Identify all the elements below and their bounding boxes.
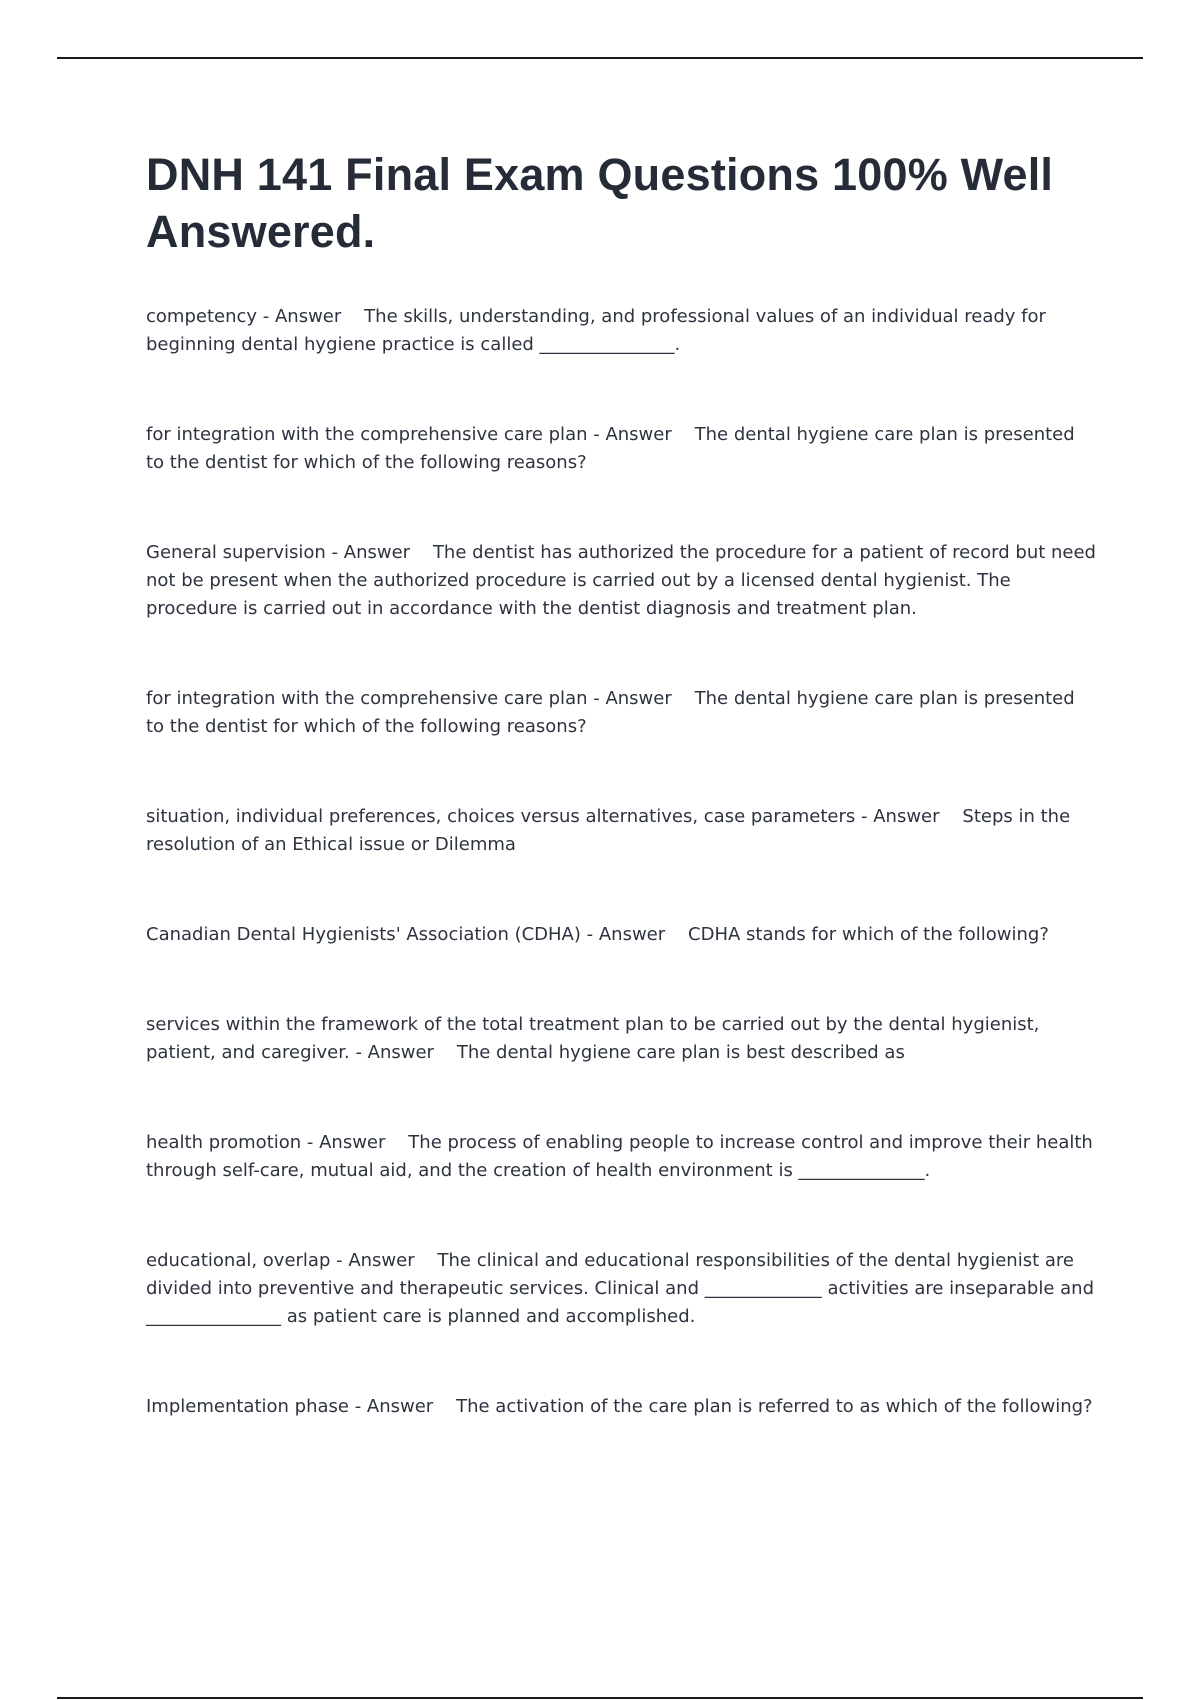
qa-item	[146, 303, 1096, 359]
qa-separator: - Answer	[325, 542, 433, 563]
qa-separator: - Answer	[348, 1396, 457, 1417]
qa-item	[146, 1011, 1096, 1067]
qa-question: The clinical and educational responsibilities of the dental hygienist are divided into preventive and therapeutic services. Clinical and _____________ activities are inseparable and _______________ as patient care is planned and accomplished.	[146, 1250, 1094, 1327]
bottom-rule	[57, 1697, 1143, 1699]
qa-question: Steps in the resolution of an Ethical issue or Dilemma	[146, 806, 1071, 855]
qa-answer: situation, individual preferences, choices versus alternatives, case parameters	[146, 806, 856, 827]
document-page	[146, 146, 1096, 1417]
qa-answer: for integration with the comprehensive care plan	[146, 688, 588, 709]
qa-item	[146, 1393, 1096, 1421]
qa-question: The dental hygiene care plan is best described as	[456, 1042, 905, 1063]
qa-question: The dental hygiene care plan is presented to the dentist for which of the following reasons?	[146, 688, 1075, 737]
qa-list	[146, 303, 1096, 1421]
qa-question: The dental hygiene care plan is presented to the dentist for which of the following reasons?	[146, 424, 1075, 473]
qa-item	[146, 421, 1096, 477]
qa-separator: - Answer	[587, 424, 695, 445]
qa-separator: - Answer	[330, 1250, 438, 1271]
qa-item	[146, 1247, 1096, 1331]
qa-item	[146, 921, 1096, 949]
qa-item	[146, 685, 1096, 741]
qa-separator: - Answer	[301, 1132, 409, 1153]
qa-question: The dentist has authorized the procedure for a patient of record but need not be present when the authorized procedure is carried out by a licensed dental hygienist. The procedure is carried out in accordance with the dentist diagnosis and treatment plan.	[146, 542, 1096, 619]
document-title: DNH 141 Final Exam Questions 100% Well Answered.	[146, 149, 1054, 257]
qa-answer: Implementation phase	[146, 1396, 349, 1417]
qa-question: The process of enabling people to increase control and improve their health through self-care, mutual aid, and the creation of health environment is ______________.	[146, 1132, 1093, 1181]
qa-answer: Canadian Dental Hygienists' Association (CDHA)	[146, 924, 581, 945]
qa-separator: - Answer	[257, 306, 365, 327]
qa-separator: - Answer	[349, 1042, 457, 1063]
qa-question: The activation of the care plan is referred to as which of the following?	[456, 1396, 1093, 1417]
qa-item	[146, 803, 1096, 859]
qa-separator: - Answer	[587, 688, 695, 709]
qa-answer: for integration with the comprehensive care plan	[146, 424, 588, 445]
qa-answer: services within the framework of the total treatment plan to be carried out by the dental hygienist, patient, and caregiver.	[146, 1014, 1040, 1063]
qa-answer: educational, overlap	[146, 1250, 331, 1271]
qa-question: The skills, understanding, and professional values of an individual ready for beginning dental hygiene practice is called _______________.	[146, 306, 1046, 355]
qa-answer: health promotion	[146, 1132, 302, 1153]
qa-answer: General supervision	[146, 542, 326, 563]
qa-answer: competency	[146, 306, 258, 327]
qa-item	[146, 1129, 1096, 1185]
qa-item	[146, 539, 1096, 623]
qa-question: CDHA stands for which of the following?	[688, 924, 1049, 945]
top-rule	[57, 57, 1143, 59]
qa-separator: - Answer	[855, 806, 963, 827]
qa-separator: - Answer	[580, 924, 689, 945]
